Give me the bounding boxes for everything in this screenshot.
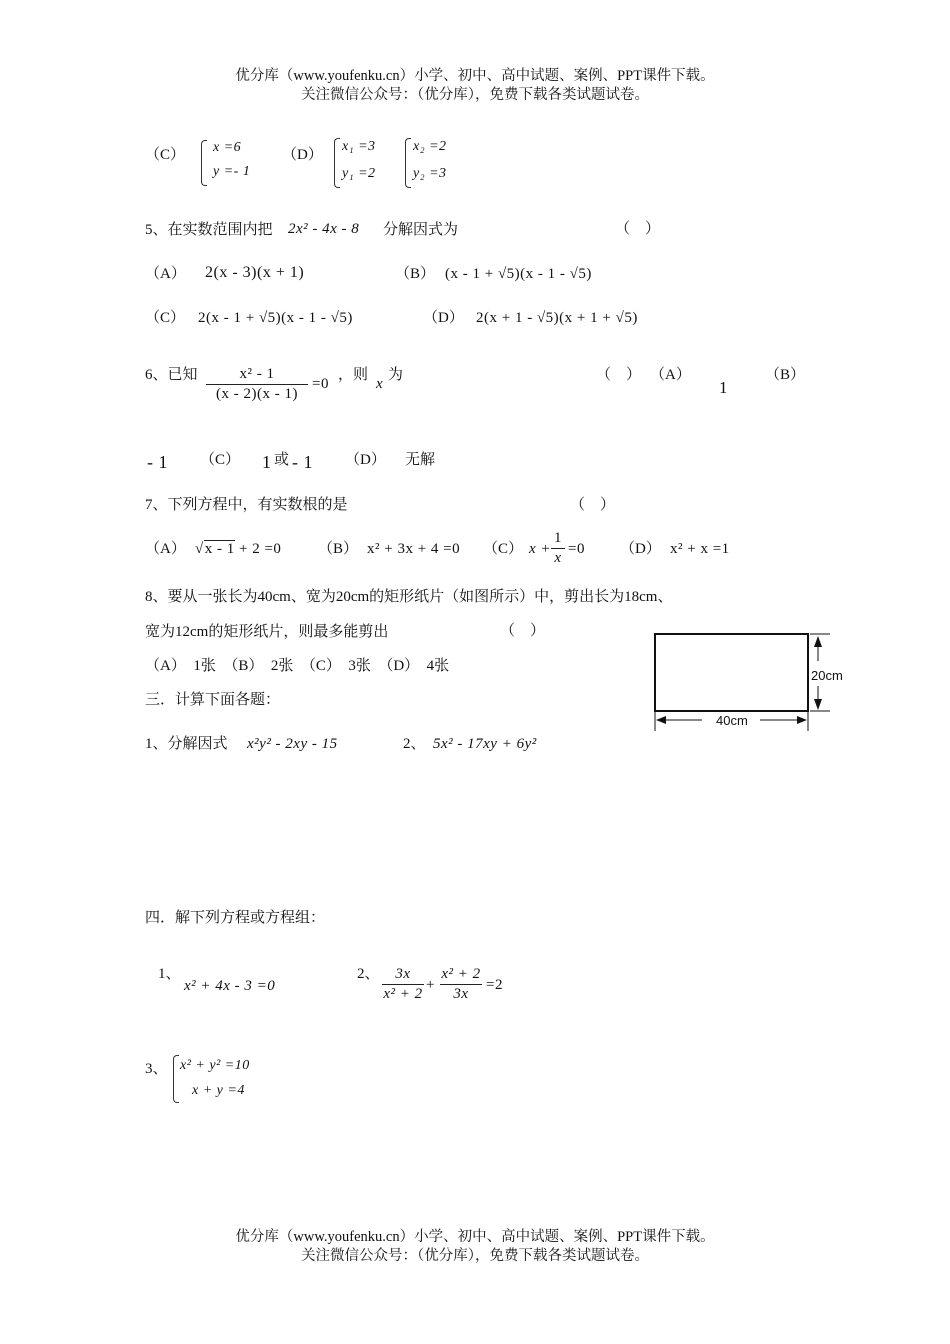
q5-a-expr: 2(x - 3)(x + 1) xyxy=(205,264,305,281)
q4-d-brace-b xyxy=(405,138,411,188)
header-line-2: 关注微信公众号：（优分库），免费下载各类试题试卷。 xyxy=(301,87,649,103)
q7-c-post: =0 xyxy=(568,541,585,557)
q4-d-b-line2: y₂ =3 xyxy=(413,166,447,181)
q7-c-fraction xyxy=(551,530,565,567)
header-line-1: 优分库（www.youfenku.cn）小学、初中、高中试题、案例、PPT课件下载。 xyxy=(235,68,715,84)
q6-fraction xyxy=(206,366,308,403)
q4-c-line2: y =- 1 xyxy=(213,164,251,179)
q8-answer-paren: （ ） xyxy=(500,623,546,639)
q6-c-val-1: 1 xyxy=(262,452,272,472)
sec4-p2-fraction-2 xyxy=(440,966,482,1003)
q5-expr: 2x² - 4x - 8 xyxy=(288,221,360,237)
sec4-p2-den1: x² + 2 xyxy=(383,986,423,1002)
q7-b-label: （B） xyxy=(318,541,359,557)
q4-d-a-line2: y₁ =2 xyxy=(342,166,376,181)
q5-stem-pre: 5、在实数范围内把 xyxy=(145,222,273,238)
q8-figure-svg xyxy=(650,628,860,738)
q6-numerator: x² - 1 xyxy=(239,366,275,382)
sec4-p3-line1: x² + y² =10 xyxy=(180,1058,250,1073)
q6-b-val: - 1 xyxy=(147,452,168,472)
q8-figure xyxy=(650,628,860,738)
sec4-p2-plus: + xyxy=(426,977,435,993)
q4-option-c-label: （C） xyxy=(145,147,186,163)
q7-a-label: （A） xyxy=(145,541,186,557)
footer-line-2: 关注微信公众号：（优分库），免费下载各类试题试卷。 xyxy=(301,1248,649,1264)
sec4-p2-bar2 xyxy=(440,984,482,985)
sec3-title: 三．计算下面各题： xyxy=(145,692,281,708)
sec4-title: 四．解下列方程或方程组： xyxy=(145,910,326,926)
sec4-p2-eq: =2 xyxy=(486,977,503,993)
q7-a-tail: + 2 =0 xyxy=(234,541,282,557)
q8-width-arrowhead-right xyxy=(797,716,807,724)
q8-width-arrowhead-left xyxy=(656,716,666,724)
q7-c-num: 1 xyxy=(554,530,562,546)
q6-denominator: (x - 2)(x - 1) xyxy=(216,386,298,402)
sec4-p2-den2: 3x xyxy=(453,986,469,1002)
q4-d-brace-a xyxy=(334,138,340,188)
q6-d-val: 无解 xyxy=(405,452,436,468)
q6-eq: =0 xyxy=(312,376,329,392)
q4-d-a-line1: x₁ =3 xyxy=(342,139,376,154)
q8-rectangle xyxy=(655,634,808,711)
sec3-p2-label: 2、 xyxy=(403,736,426,752)
q5-d-label: （D） xyxy=(423,310,464,326)
q7-stem: 7、下列方程中，有实数根的是 xyxy=(145,497,348,513)
q6-fraction-bar xyxy=(206,384,308,385)
q7-answer-paren: （ ） xyxy=(570,497,616,513)
q5-c-label: （C） xyxy=(145,310,186,326)
q6-d-label: （D） xyxy=(345,452,386,468)
q6-b-label: （B） xyxy=(765,367,806,383)
q8-width-label: 40cm xyxy=(716,713,748,728)
footer-line-1: 优分库（www.youfenku.cn）小学、初中、高中试题、案例、PPT课件下载。 xyxy=(235,1229,715,1245)
q5-b-expr: (x - 1 + √5)(x - 1 - √5) xyxy=(445,266,592,282)
q6-a-val: 1 xyxy=(719,378,728,397)
q5-answer-paren: （ ） xyxy=(615,221,661,237)
q6-answer-paren: （ ） xyxy=(596,367,642,383)
q8-height-arrowhead-bottom xyxy=(814,699,822,710)
q7-d-label: （D） xyxy=(620,541,661,557)
q5-d-expr: 2(x + 1 - √5)(x + 1 + √5) xyxy=(476,310,638,326)
q7-b-expr: x² + 3x + 4 =0 xyxy=(367,541,461,557)
q8-height-label: 20cm xyxy=(811,668,843,683)
q7-a-expr xyxy=(195,541,281,558)
q6-stem-tail: 为 xyxy=(388,367,404,383)
sec4-p1-label: 1、 xyxy=(158,966,181,982)
q6-c-label: （C） xyxy=(200,452,241,468)
sec4-p3-label: 3、 xyxy=(145,1061,168,1077)
sec4-p2-fraction-1 xyxy=(382,966,424,1003)
sec4-p3-brace xyxy=(173,1055,179,1103)
q4-c-brace xyxy=(201,140,207,186)
q7-a-radicand: x - 1 xyxy=(204,541,235,557)
sec4-p1-expr: x² + 4x - 3 =0 xyxy=(184,978,276,994)
q6-stem-pre: 6、已知 xyxy=(145,367,198,383)
q7-c-den: x xyxy=(554,550,562,566)
q7-c-pre: x + xyxy=(529,541,552,557)
q4-d-b-line1: x₂ =2 xyxy=(413,139,447,154)
sec3-p1-label: 1、分解因式 xyxy=(145,736,228,752)
q5-a-label: （A） xyxy=(145,266,186,282)
radical-icon: √ xyxy=(195,541,204,557)
q5-c-expr: 2(x - 1 + √5)(x - 1 - √5) xyxy=(198,310,353,326)
q6-var: x xyxy=(376,376,384,392)
q5-stem-post: 分解因式为 xyxy=(383,222,459,238)
q8-stem-line2: 宽为12cm的矩形纸片，则最多能剪出 xyxy=(145,624,389,640)
sec4-p3-line2: x + y =4 xyxy=(192,1083,245,1098)
q8-options: （A） 1张 （B） 2张 （C） 3张 （D） 4张 xyxy=(145,658,450,674)
q7-d-expr: x² + x =1 xyxy=(670,541,730,557)
q7-c-bar xyxy=(551,548,565,549)
q6-c-val-2: - 1 xyxy=(292,452,313,472)
q8-stem-line1: 8、要从一张长为40cm、宽为20cm的矩形纸片（如图所示）中，剪出长为18cm、 xyxy=(145,589,673,605)
q4-option-d-label: （D） xyxy=(282,147,323,163)
sec3-p1-expr: x²y² - 2xy - 15 xyxy=(247,736,338,752)
q7-c-label: （C） xyxy=(483,541,524,557)
q6-c-or: 或 xyxy=(274,452,290,468)
q8-height-arrowhead-top xyxy=(814,636,822,647)
sec4-p2-num1: 3x xyxy=(395,966,411,982)
q6-stem-post: ，则 xyxy=(338,367,369,383)
q6-a-label: （A） xyxy=(650,367,691,383)
q4-c-line1: x =6 xyxy=(213,140,242,155)
sec4-p2-num2: x² + 2 xyxy=(441,966,481,982)
sec4-p2-bar1 xyxy=(382,984,424,985)
sec3-p2-expr: 5x² - 17xy + 6y² xyxy=(433,736,537,752)
sec4-p2-label: 2、 xyxy=(357,966,380,982)
q5-b-label: （B） xyxy=(395,266,436,282)
